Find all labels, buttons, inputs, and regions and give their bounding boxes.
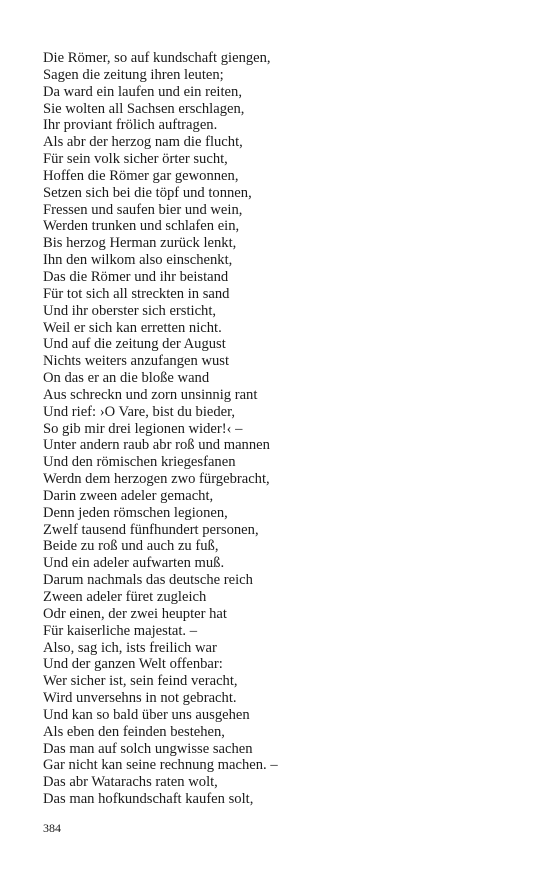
poem-line: Zween adeler füret zugleich	[43, 589, 207, 605]
poem-line: Das man auf solch ungwisse sachen	[43, 740, 253, 757]
poem-line: Und rief: ›O Vare, bist du bieder,	[43, 403, 236, 420]
poem-line: Fressen und saufen bier und wein,	[43, 201, 243, 218]
poem-line: Beide zu roß und auch zu fuß,	[43, 538, 219, 555]
poem-line: Darin zween adeler gemacht,	[43, 487, 214, 504]
poem-line: Bis herzog Herman zurück lenkt,	[43, 235, 237, 252]
poem-line: Die Römer, so auf kundschaft giengen,	[43, 50, 271, 66]
poem-line: Und kan so bald über uns ausgehen	[43, 706, 250, 723]
poem-line: Gar nicht kan seine rechnung machen. –	[43, 757, 278, 774]
poem-line: Und der ganzen Welt offenbar:	[43, 656, 223, 673]
poem-line: Als abr der herzog nam die flucht,	[43, 134, 243, 151]
poem-line: Wird unversehns in not gebracht.	[43, 690, 237, 707]
poem-line: Und den römischen kriegesfanen	[43, 454, 236, 471]
poem-line: Zwelf tausend fünfhundert personen,	[43, 521, 259, 538]
poem-line: Das man hofkundschaft kaufen solt,	[43, 791, 254, 808]
poem-line: Also, sag ich, ists freilich war	[43, 639, 217, 656]
poem-line: Als eben den feinden bestehen,	[43, 723, 225, 740]
poem-line: Setzen sich bei die töpf und tonnen,	[43, 184, 252, 201]
poem-line: Werdn dem herzogen zwo fürgebracht,	[43, 471, 270, 488]
poem-line: Das die Römer und ihr beistand	[43, 268, 229, 285]
poem-line: Das abr Watarachs raten wolt,	[43, 774, 218, 791]
page-number: 384	[43, 821, 61, 835]
poem-line: Und ein adeler aufwarten muß.	[43, 555, 225, 572]
poem-line: Denn jeden römschen legionen,	[43, 504, 228, 521]
poem-line: Für tot sich all streckten in sand	[43, 285, 230, 302]
poem-line: Wer sicher ist, sein feind veracht,	[43, 673, 238, 690]
poem-line: Ihn den wilkom also einschenkt,	[43, 252, 233, 269]
poem-line: Odr einen, der zwei heupter hat	[43, 605, 227, 622]
poem-line: Und auf die zeitung der August	[43, 336, 226, 353]
poem-line: Unter andern raub abr roß und mannen	[43, 437, 270, 454]
poem-line: Hoffen die Römer gar gewonnen,	[43, 167, 239, 184]
poem-line: Sie wolten all Sachsen erschlagen,	[43, 100, 245, 117]
poem-line: Für kaiserliche majestat. –	[43, 622, 197, 639]
poem-line: Ihr proviant frölich auftragen.	[43, 117, 218, 134]
poem-line: Sagen die zeitung ihren leuten;	[43, 66, 224, 83]
poem-line: Darum nachmals das deutsche reich	[43, 572, 253, 589]
poem-line: Werden trunken und schlafen ein,	[43, 218, 240, 235]
poem-line: Nichts weiters anzufangen wust	[43, 353, 230, 370]
poem-line: Da ward ein laufen und ein reiten,	[43, 83, 242, 100]
poem-line: On das er an die bloße wand	[43, 370, 210, 387]
poem-line: Weil er sich kan erretten nicht.	[43, 319, 222, 336]
poem-line: Aus schreckn und zorn unsinnig rant	[43, 386, 258, 403]
poem-line: Für sein volk sicher örter sucht,	[43, 151, 228, 168]
poem-text	[43, 50, 523, 808]
poem-line: Und ihr oberster sich ersticht,	[43, 302, 217, 319]
poem-line: So gib mir drei legionen wider!‹ –	[43, 420, 243, 437]
